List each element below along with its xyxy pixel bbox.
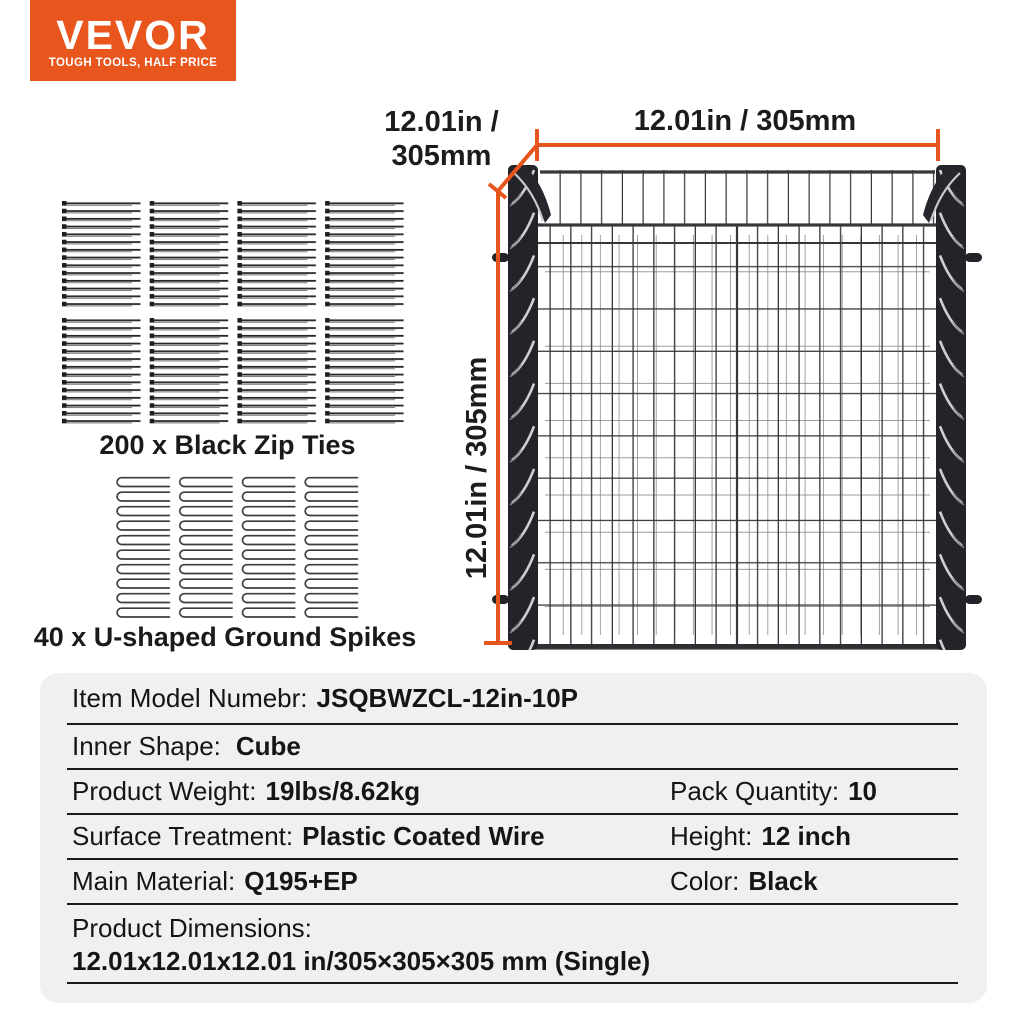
ground-spikes-illustration [30,470,430,625]
spec-label: Height: [670,821,753,851]
spec-value: Black [748,866,818,896]
zip-ties-label: 200 x Black Zip Ties [99,430,356,460]
spec-row-model [67,673,958,725]
spec-label: Item Model Numebr: [72,682,308,713]
spec-label: Color: [670,866,740,896]
spec-label: Product Dimensions: [72,913,312,943]
spec-value: 10 [848,776,877,806]
spec-value: JSQBWZCL-12in-10P [316,682,579,713]
spec-value: Plastic Coated Wire [302,821,545,851]
spec-value: 12.01x12.01x12.01 in/305×305×305 mm (Single) [72,946,651,976]
spec-row-shape [67,725,958,770]
spec-rows [67,673,958,984]
dimension-label-depth: 12.01in / 305mm [384,106,499,172]
brand-tagline: TOUGH TOOLS, HALF PRICE [48,57,218,69]
spec-table [40,673,987,1003]
zip-ties-illustration [45,190,410,430]
brand-name: VEVOR [56,12,210,58]
cube-back-top-edge [540,170,935,225]
ground-spikes-label: 40 x U-shaped Ground Spikes [33,622,417,652]
dimension-label-height: 12.01in / 305mm [461,356,493,580]
spec-row-weight-qty [67,770,958,815]
spec-label: Surface Treatment: [72,821,294,851]
spec-value: 12 inch [761,821,851,851]
cube-front-mesh [530,225,945,648]
spec-row-material-color [67,860,958,905]
spec-label: Inner Shape: [72,731,221,761]
vevor-logo [30,0,236,81]
dimension-label-width: 12.01in / 305mm [633,105,857,137]
spec-label: Main Material: [72,866,236,896]
spec-value: Q195+EP [244,866,358,896]
spec-label: Product Weight: [72,776,257,806]
spec-row-dimensions [67,905,958,984]
spec-row-surface-height [67,815,958,860]
spec-value: 19lbs/8.62kg [265,776,421,806]
spec-value: Cube [235,731,301,761]
spec-label: Pack Quantity: [670,776,840,806]
